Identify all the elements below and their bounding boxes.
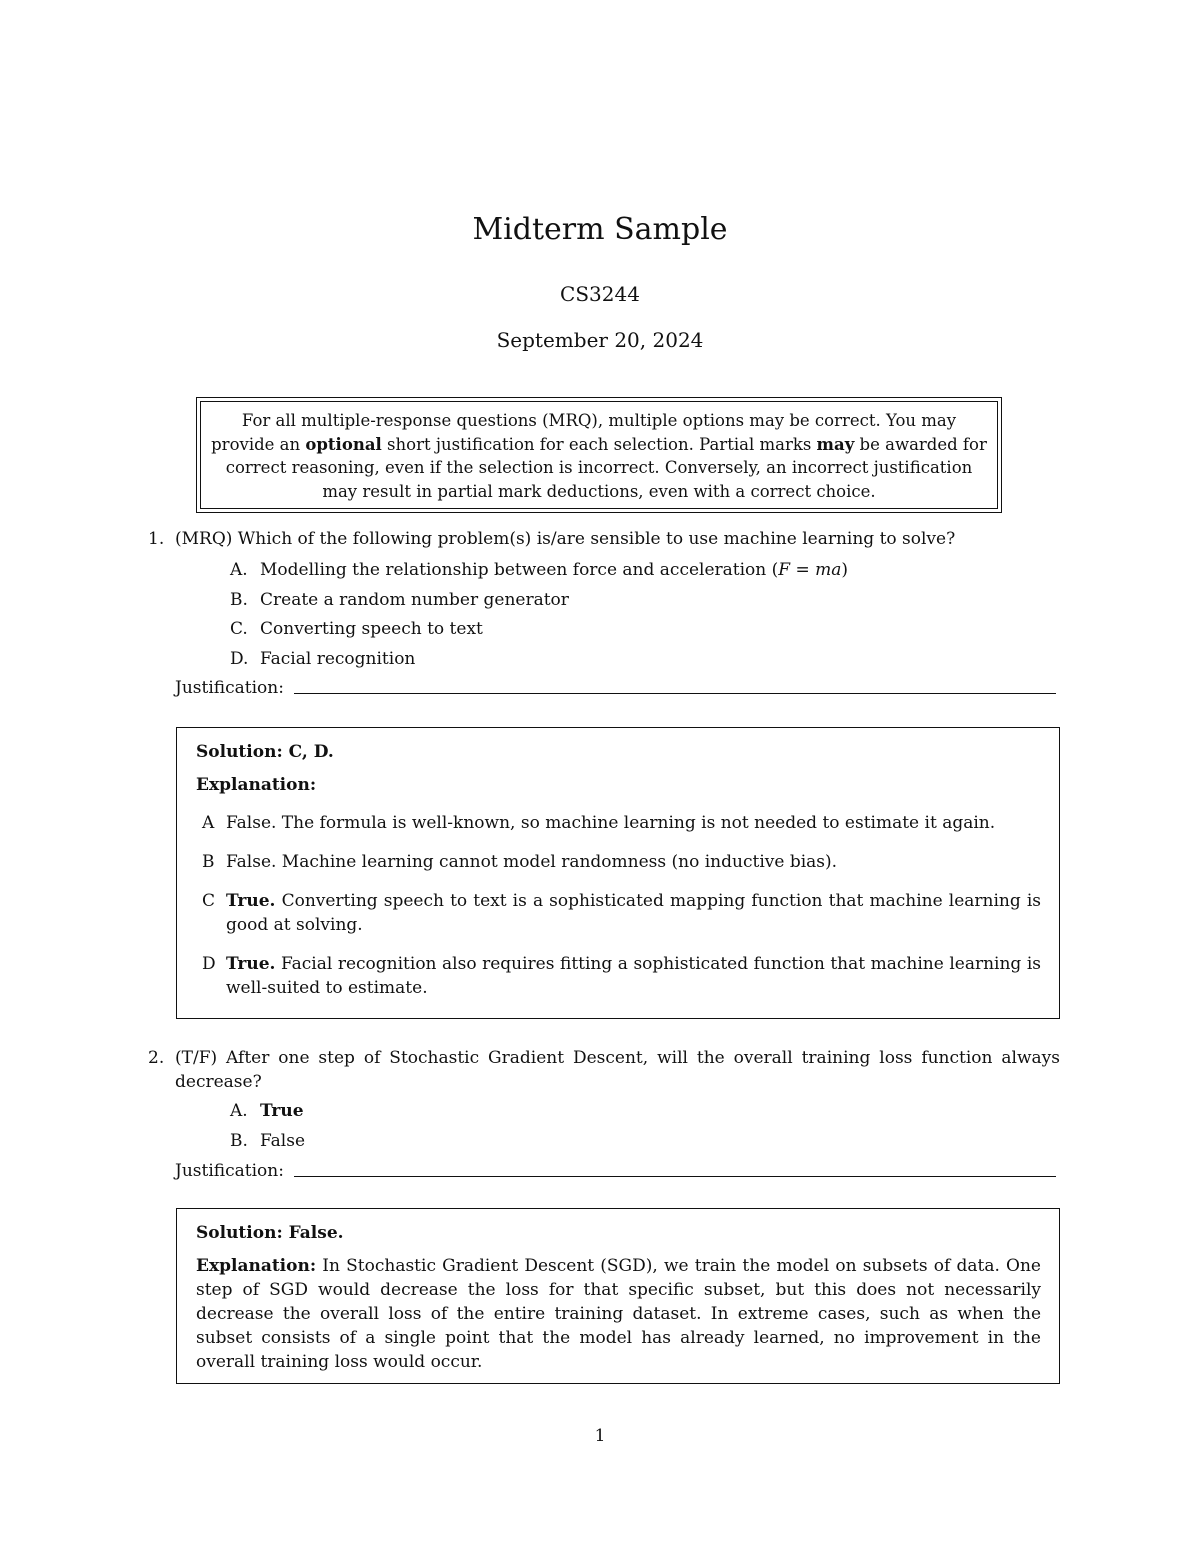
justification-line xyxy=(294,1176,1056,1177)
explanation-paragraph: Explanation: In Stochastic Gradient Descent (SGD), we train the model on subsets of data. One step of SGD would decrease the loss for that specific subset, but this does not necessarily decrease the overall loss of the entire training dataset. In extreme cases, such as when the subset consists of a single point that the model has already learned, no improvement in the overall training loss would occur. xyxy=(196,1256,1041,1372)
solution-title: Solution: False. xyxy=(196,1223,344,1243)
course-code: CS3244 xyxy=(560,282,640,306)
page-number: 1 xyxy=(594,1426,606,1446)
solution-box-2 xyxy=(176,1208,1060,1384)
question-text: (MRQ) Which of the following problem(s) is/are sensible to use machine learning to solve? xyxy=(175,529,956,549)
instructions-box xyxy=(196,397,1002,513)
explanation-item-b: B False. Machine learning cannot model randomness (no inductive bias). xyxy=(202,852,838,872)
options-list xyxy=(230,558,848,676)
justification-line xyxy=(294,693,1056,694)
document-title: Midterm Sample xyxy=(472,212,728,247)
explanation-item-c: C True. Converting speech to text is a sophisticated mapping function that machine learning is good at solving. xyxy=(202,891,1041,935)
option-c: C. Converting speech to text xyxy=(230,619,483,639)
question-text: (T/F) After one step of Stochastic Gradient Descent, will the overall training loss function always decrease? xyxy=(175,1048,1060,1092)
explanation-list xyxy=(196,811,1041,1000)
justification-field xyxy=(175,676,1056,700)
question-number: 2. xyxy=(148,1048,165,1068)
option-d: D. Facial recognition xyxy=(230,648,416,669)
justification-label: Justification: xyxy=(175,678,284,698)
explanation-label: Explanation: xyxy=(196,775,317,795)
solution-title: Solution: C, D. xyxy=(196,742,334,762)
option-b: B. False xyxy=(230,1130,305,1151)
option-b: B. Create a random number generator xyxy=(230,589,569,610)
option-a: A. Modelling the relationship between force and acceleration (F = ma) xyxy=(230,560,849,580)
options-list xyxy=(230,1099,305,1158)
explanation-item-d: D True. Facial recognition also requires fitting a sophisticated function that machine learning is well-suited to estimate. xyxy=(202,954,1041,998)
option-a: A. True xyxy=(230,1101,304,1121)
document-date: September 20, 2024 xyxy=(496,328,704,352)
justification-field xyxy=(175,1159,1056,1183)
instructions-text: For all multiple-response questions (MRQ), multiple options may be correct. You may provide an optional short justification for each selection. Partial marks may be awarded for correct reasoning, even if the selection is incorrect. Conversely, an incorrect justification may result in partial mark deductions, even with a correct choice. xyxy=(200,401,998,509)
explanation-item-a: A False. The formula is well-known, so machine learning is not needed to estimate it again. xyxy=(202,813,996,833)
solution-box-1 xyxy=(176,727,1060,1019)
justification-label: Justification: xyxy=(175,1161,284,1181)
question-number: 1. xyxy=(148,529,165,549)
